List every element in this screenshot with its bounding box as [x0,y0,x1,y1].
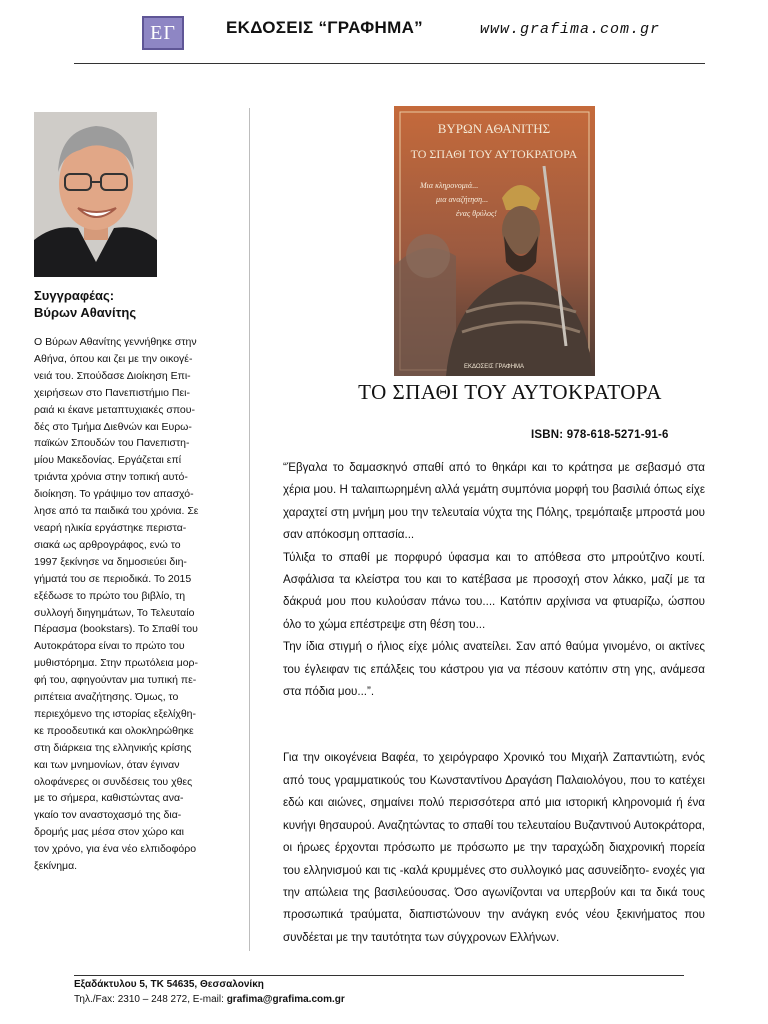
excerpt-paragraph: Την ίδια στιγμή ο ήλιος είχε μόλις ανατείλει. Σαν από θαύμα γινομένο, οι ακτίνες του έγλειφαν τις επάλξεις του κάστρου για να πέσουν κατόπιν στη γης, ανάμεσα στα πόδια μου...”. [283,640,705,699]
bio-line: φή του, αφηγούνταν μια τυπική πε- [34,674,197,687]
publisher-name: ΕΚΔΟΣΕΙΣ “ΓΡΑΦΗΜΑ” [226,18,423,37]
bio-line: νειά του. Σπούδασε Διοίκηση Επι- [34,369,191,382]
bio-line: με το σήμερα, καθιστώντας ανα- [34,792,184,805]
bio-line: ξεκίνημα. [34,860,78,873]
cover-tagline-1: Μια κληρονομιά... [420,181,479,190]
bio-line: εξέδωσε το πρώτο του βιβλίο, τη [34,589,186,602]
bio-line: τον χρόνο, για ένα νέο ελπιδοφόρο [34,843,197,856]
bio-line: Αυτοκράτορα είναι το πρώτο του [34,640,185,653]
cover-tagline-3: ένας θρύλος! [456,209,497,218]
column-divider [249,108,250,951]
cover-title: ΤΟ ΣΠΑΘΙ ΤΟΥ ΑΥΤΟΚΡΑΤΟΡΑ [410,147,578,161]
book-cover [394,106,595,376]
bio-line: λησε από τα παιδικά του χρόνια. Σε [34,505,199,518]
book-description [283,457,705,949]
footer-contact [74,993,345,1007]
publisher-website[interactable]: www.grafima.com.gr [480,21,661,38]
author-photo [34,112,157,277]
bio-line: κε προοδευτικά και ολοκληρώθηκε [34,724,194,737]
bio-line: γήματά του σε περιοδικά. Το 2015 [34,572,192,585]
cover-tagline-2: μια αναζήτηση... [436,195,489,204]
header-divider [74,63,705,64]
cover-author: ΒΥΡΩΝ ΑΘΑΝΙΤΗΣ [437,121,551,136]
author-heading [34,287,234,321]
bio-line: Ο Βύρων Αθανίτης γεννήθηκε στην [34,336,197,348]
publisher-logo: ΕΓ [142,16,184,50]
author-bio [34,334,240,875]
isbn: ISBN: 978-618-5271-91-6 [531,429,669,441]
bio-line: στη διάρκεια της ελληνικής κρίσης [34,741,192,754]
bio-line: δές στο Τμήμα Διεθνών και Ευρω- [34,420,192,433]
excerpt-paragraph: “Έβγαλα το δαμασκηνό σπαθί από το θηκάρι και το κράτησα με σεβασμό στα χέρια μου. Η ταλαιπωρημένη αλλά γεμάτη συμπόνια μορφή του βασιλιά όπως είχε χαραχτεί στη μνήμη μου την τελευταία νύχτα της Πόλης, τρεμόπαιξε μπροστά μου σαν απόκοσμη οπτασία... [283,461,705,542]
footer-phone: Τηλ./Fax: 2310 – 248 272, E-mail: [74,994,227,1005]
bio-line: παϊκών Σπουδών του Πανεπιστη- [34,437,190,450]
bio-line: νεαρή ηλικία εργάστηκε περιστα- [34,521,187,534]
bio-line: τριάντα χρόνια στην τοπική αυτό- [34,471,188,484]
bio-line: 1997 ξεκίνησε να δημοσιεύει διη- [34,555,187,568]
excerpt-paragraph: Τύλιξα το σπαθί με πορφυρό ύφασμα και το απόθεσα στο μπρούτζινο κουτί. Ασφάλισα τα κλείστρα του και το κατέβασα με προσοχή στον λάκκο, μαζί με τα δάκρυά μου που κυλούσαν πάνω του.... Κατόπιν αρχίνισα να φτυαρίζω, ώσπου όλο το χώμα επέστρεψε στη θέση του... [283,550,705,631]
synopsis-paragraph: Για την οικογένεια Βαφέα, το χειρόγραφο Χρονικό του Μιχαήλ Ζαπαντιώτη, ενός από τους γραμματικούς του Κωνσταντίνου Δραγάση Παλαιολόγου, που το κατέχει εδώ και αιώνες, σημαίνει πολύ περισσότερα από μια ιστορική κληρονομιά ή ένα κυνήγι θησαυρού. Αναζητώντας το σπαθί του τελευταίου Βυζαντινού Αυτοκράτορα, οι ήρωες έρχονται πρόσωπο με πρόσωπο με την ταραχώδη διαχρονική πορεία του ελληνισμού και τις -καλά κρυμμένες στο συλλογικό μας ασυνείδητο- ενοχές για την απώλεια της βασιλεύουσας. Όσο αγωνίζονται να υπερβούν και τα δικά τους προσωπικά τραύματα, διαπιστώνουν την ανάγκη ενός νέου ξεκινήματος που συνδέεται με την ταυτότητα των σύγχρονων Ελλήνων. [283,751,705,944]
bio-line: μυθιστόρημα. Στην πρωτόλεια μορ- [34,657,199,670]
bio-line: δρομής μας μέσα στον χώρο και [34,826,184,839]
bio-line: γκαίο τον αναστοχασμό της δια- [34,809,182,822]
bio-line: χειρήσεων στο Πανεπιστήμιο Πει- [34,386,190,399]
bio-line: και των μνημονίων, όταν έγιναν [34,758,180,771]
bio-line: διοίκηση. Το γράψιμο τον απασχό- [34,488,194,501]
footer-email[interactable]: grafima@grafima.com.gr [226,994,345,1005]
bio-line: Αθήνα, όπου και ζει με την οικογέ- [34,352,193,365]
bio-line: ριπέτεια αναζήτησης. Όμως, το [34,691,179,704]
bio-line: ραιά κι έκανε μεταπτυχιακές σπου- [34,403,195,416]
bio-line: σιακά ως αρθρογράφος, ενώ το [34,538,181,551]
bio-line: συλλογή διηγημάτων, Το Τελευταίο [34,606,195,619]
bio-line: Πέρασμα (bookstars). Το Σπαθί του [34,623,198,636]
paragraph-spacer [283,725,705,747]
cover-publisher: ΕΚΔΟΣΕΙΣ ΓΡΑΦΗΜΑ [463,364,525,370]
footer-address: Εξαδάκτυλου 5, ΤΚ 54635, Θεσσαλονίκη [74,979,264,990]
author-label: Συγγραφέας: [34,288,115,303]
footer-divider [74,975,684,976]
author-name: Βύρων Αθανίτης [34,305,137,320]
book-title: ΤΟ ΣΠΑΘΙ ΤΟΥ ΑΥΤΟΚΡΑΤΟΡΑ [358,380,662,404]
bio-line: μίου Μακεδονίας. Εργάζεται επί [34,454,182,467]
bio-line: περιεχόμενο της ιστορίας εξελίχθη- [34,707,197,720]
bio-line: ολοφάνερες οι συνδέσεις του χθες [34,775,193,788]
paragraph-spacer [283,703,705,725]
